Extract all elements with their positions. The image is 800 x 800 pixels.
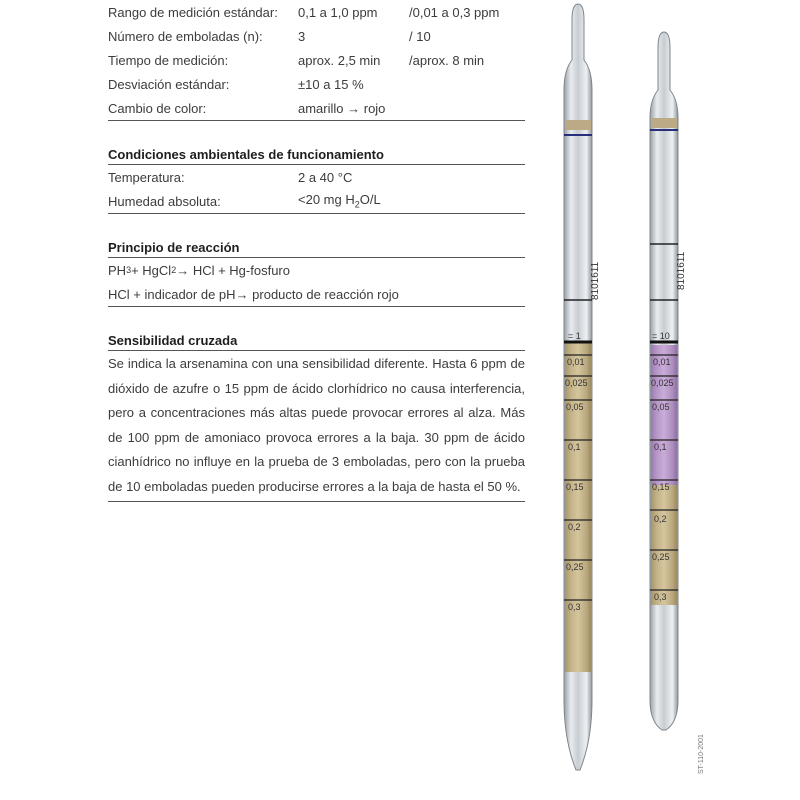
tube-1-scale-label: 0,15 [566, 482, 584, 492]
spec-label: Número de emboladas (n): [108, 28, 263, 44]
tube-1-stroke-count: = 1 [568, 331, 581, 341]
data-sheet [108, 0, 525, 502]
spec-value-3-strokes: aprox. 2,5 min [298, 52, 381, 68]
spec-value-3-strokes: 3 [298, 28, 306, 44]
tube-1-scale-label: 0,01 [567, 357, 585, 367]
spec-value-3-strokes: 0,1 a 1,0 ppm [298, 4, 378, 20]
cross-sensitivity-text: Se indica la arsenamina con una sensibilidad diferente. Hasta 6 ppm de dióxido de azufre o 15 ppm de ácido clorhídrico no causa interferencia, pero a concentraciones más altas puede provocar errores al alza. Más de 100 ppm de amoniaco provoca errores a la baja. 30 ppm de ácido cianhídrico no influye en la prueba de 3 emboladas, pero con la prueba de 10 emboladas pueden producirse errores a la baja de hasta el 50 %. [108, 356, 525, 494]
spec-value-10-strokes: / 10 [409, 28, 431, 44]
tube-1 [564, 4, 601, 770]
section-title-reaction: Principio de reacción [108, 240, 240, 255]
tube-1-scale-label: 0,05 [566, 402, 584, 412]
tube-2-scale-label: 0,1 [654, 442, 667, 452]
tube-2-scale-label: 0,025 [651, 378, 674, 388]
tube-1-code: 8101611 [590, 261, 601, 300]
spec-value-3-strokes: amarillo → rojo [298, 100, 386, 116]
condition-label: Humedad absoluta: [108, 193, 221, 209]
spec-value-3-strokes: ±10 a 15 % [298, 76, 364, 92]
tube-2-stroke-count: = 10 [652, 331, 670, 341]
spec-row-color-change [108, 96, 525, 120]
tube-2 [650, 32, 687, 730]
spec-label: Desviación estándar: [108, 76, 230, 92]
section-title-conditions: Condiciones ambientales de funcionamiento [108, 147, 384, 162]
spec-value-10-strokes: /aprox. 8 min [409, 52, 485, 68]
tube-1-scale-label: 0,2 [568, 522, 581, 532]
section-title-cross-sensitivity: Sensibilidad cruzada [108, 333, 238, 348]
tube-2-scale-label: 0,2 [654, 514, 667, 524]
image-reference: ST-110-2001 [698, 734, 705, 774]
reaction-formula-1: PH 3 + HgCl 2 → HCl + Hg-fosfuro [108, 262, 290, 278]
tube-2-scale-label: 0,3 [654, 592, 667, 602]
tube-2-scale-label: 0,25 [652, 552, 670, 562]
spec-value-10-strokes: /0,01 a 0,3 ppm [409, 4, 500, 20]
divider [108, 501, 525, 502]
condition-row-humidity [108, 189, 525, 213]
condition-value: <20 mg $H_2O/L$ [298, 192, 381, 210]
tube-1-scale-label: 0,3 [568, 602, 581, 612]
tube-2-scale-label: 0,15 [652, 482, 670, 492]
tube-1-scale-label: 0,1 [568, 442, 581, 452]
tube-1-scale-label: 0,025 [565, 378, 588, 388]
spec-label: Cambio de color: [108, 100, 207, 116]
spec-row-strokes [108, 24, 525, 48]
tube-2-scale-label: 0,01 [653, 357, 671, 367]
spec-table [108, 0, 525, 120]
condition-value: 2 a 40 °C [298, 169, 353, 185]
reaction-formula-2: HCl + indicador de pH→ producto de reacción rojo [108, 286, 399, 302]
tube-2-code: 8101611 [676, 251, 687, 290]
spec-row-deviation [108, 72, 525, 96]
detector-tubes-photo [540, 0, 720, 800]
condition-label: Temperatura: [108, 169, 185, 185]
spec-row-range [108, 0, 525, 24]
spec-label: Tiempo de medición: [108, 52, 229, 68]
condition-row-temperature [108, 165, 525, 189]
tube-1-scale-label: 0,25 [566, 562, 584, 572]
spec-label: Rango de medición estándar: [108, 4, 278, 20]
tube-2-scale-label: 0,05 [652, 402, 670, 412]
spec-row-time [108, 48, 525, 72]
